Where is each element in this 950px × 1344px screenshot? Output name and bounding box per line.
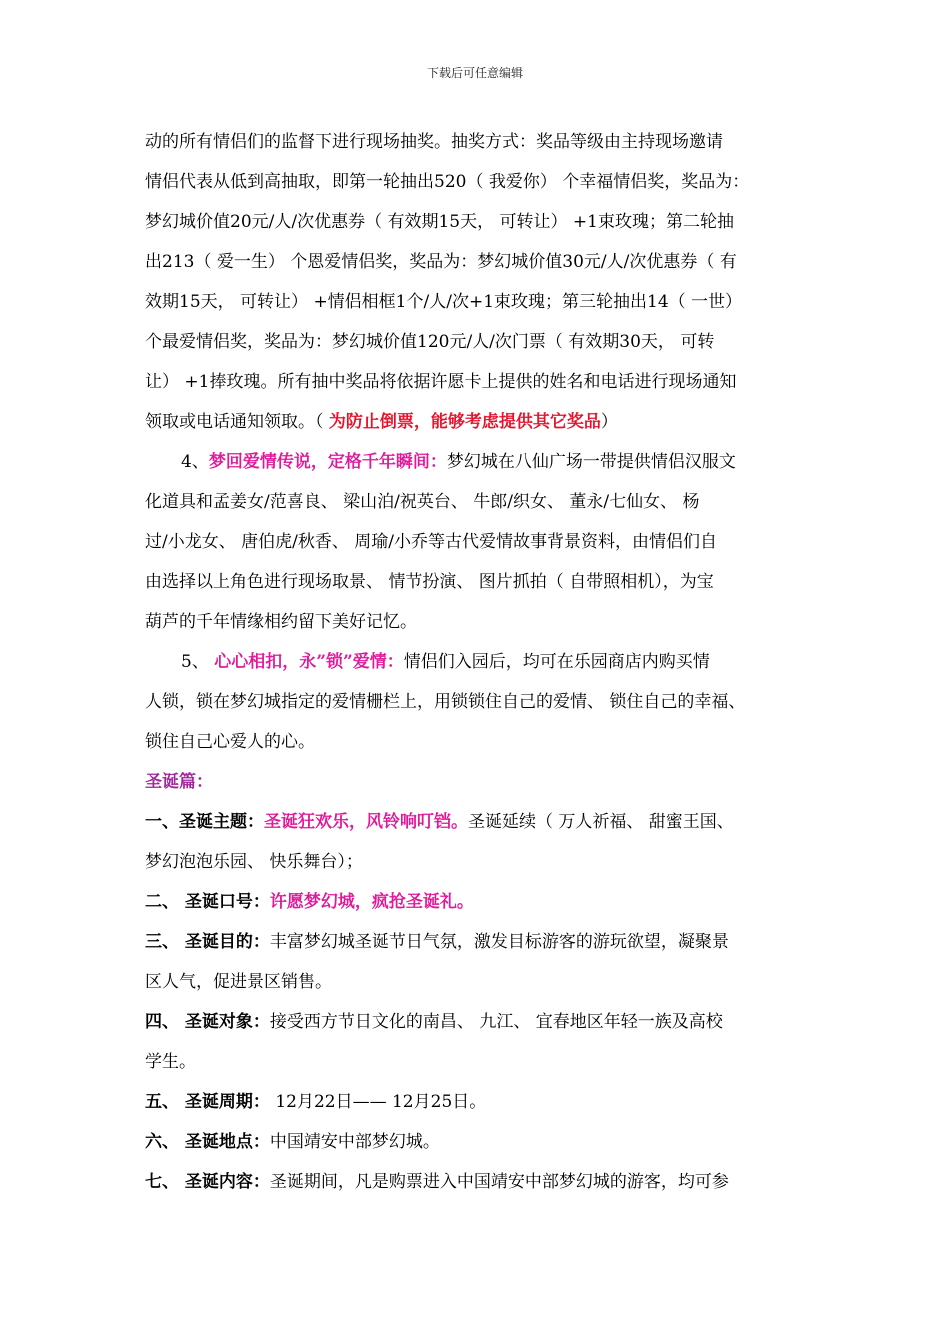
item-label: 四、 圣诞对象： [145,1012,270,1032]
text-line: 梦幻泡泡乐园、 快乐舞台）； [145,852,363,872]
text-line: 梦幻城价值20元/人/次优惠券（ 有效期15天， 可转让） +1束玫瑰；第二轮抽 [145,212,734,232]
text-run: 情侣们入园后，均可在乐园商店内购买情 [403,652,710,672]
item-label: 七、 圣诞内容： [145,1172,270,1192]
text-line: 锁住自己心爱人的心。 [145,732,315,752]
item-label: 五、 圣诞周期： [145,1092,270,1112]
text-run: 12月22日—— 12月25日。 [269,1092,487,1112]
text-run: 圣诞期间，凡是购票进入中国靖安中部梦幻城的游客，均可参 [269,1172,729,1192]
page-header: 下载后可任意编辑 [426,66,523,80]
item-1-line [145,802,815,842]
text-line: 区人气，促进景区销售。 [145,972,332,992]
item-7-line [145,1162,815,1202]
text-line: 化道具和孟姜女/范喜良、 梁山泊/祝英台、 牛郎/织女、 董永/七仙女、 杨 [145,492,700,512]
document-body [145,122,815,1202]
item-4-line [145,1002,815,1042]
section-4-line [145,442,815,482]
text-run: 领取或电话通知领取。（ [145,412,329,432]
item-2-line [145,882,815,922]
text-line [145,402,815,442]
item-highlight: 许愿梦幻城，疯抢圣诞礼。 [269,892,474,912]
section-title: 梦回爱情传说，定格千年瞬间： [208,452,447,472]
text-run: 圣诞延续（ 万人祈福、 甜蜜王国、 [468,812,734,832]
text-line: 由选择以上角色进行现场取景、 情节扮演、 图片抓拍（ 自带照相机），为宝 [145,572,714,592]
text-line: 情侣代表从低到高抽取，即第一轮抽出520（ 我爱你） 个幸福情侣奖，奖品为： [145,172,750,192]
section-title: 心心相扣，永”锁”爱情： [214,652,404,672]
section-number: 4、 [181,452,209,472]
section-5-line [145,642,815,682]
text-line: 效期15天， 可转让） +情侣相框1个/人/次+1束玫瑰；第三轮抽出14（ 一世） [145,292,743,312]
item-3-line [145,922,815,962]
christmas-heading: 圣诞篇： [145,772,213,792]
text-line: 让） +1捧玫瑰。所有抽中奖品将依据许愿卡上提供的姓名和电话进行现场通知 [145,372,737,392]
text-line: 动的所有情侣们的监督下进行现场抽奖。抽奖方式：奖品等级由主持现场邀请 [145,132,723,152]
item-label: 一、圣诞主题： [145,812,264,832]
item-6-line [145,1122,815,1162]
text-line: 个最爱情侣奖，奖品为：梦幻城价值120元/人/次门票（ 有效期30天， 可转 [145,332,715,352]
text-line: 葫芦的千年情缘相约留下美好记忆。 [145,612,417,632]
item-label: 二、 圣诞口号： [145,892,270,912]
text-run: 梦幻城在八仙广场一带提供情侣汉服文 [446,452,736,472]
text-line: 人锁，锁在梦幻城指定的爱情栅栏上，用锁锁住自己的爱情、 锁住自己的幸福、 [145,692,746,712]
prize-note: 为防止倒票，能够考虑提供其它奖品 [328,412,601,432]
item-label: 三、 圣诞目的： [145,932,270,952]
item-label: 六、 圣诞地点： [145,1132,270,1152]
text-run: 中国靖安中部梦幻城。 [269,1132,440,1152]
item-highlight: 圣诞狂欢乐，风铃响叮铛。 [264,812,468,832]
text-run: ） [600,412,618,432]
text-line: 学生。 [145,1052,196,1072]
section-number: 5、 [181,652,215,672]
item-5-line [145,1082,815,1122]
text-line: 出213（ 爱一生） 个恩爱情侣奖，奖品为：梦幻城价值30元/人/次优惠券（ 有 [145,252,737,272]
text-line: 过/小龙女、 唐伯虎/秋香、 周瑜/小乔等古代爱情故事背景资料，由情侣们自 [145,532,717,552]
text-run: 接受西方节日文化的南昌、 九江、 宜春地区年轻一族及高校 [269,1012,723,1032]
text-run: 丰富梦幻城圣诞节日气氛，激发目标游客的游玩欲望，凝聚景 [269,932,729,952]
